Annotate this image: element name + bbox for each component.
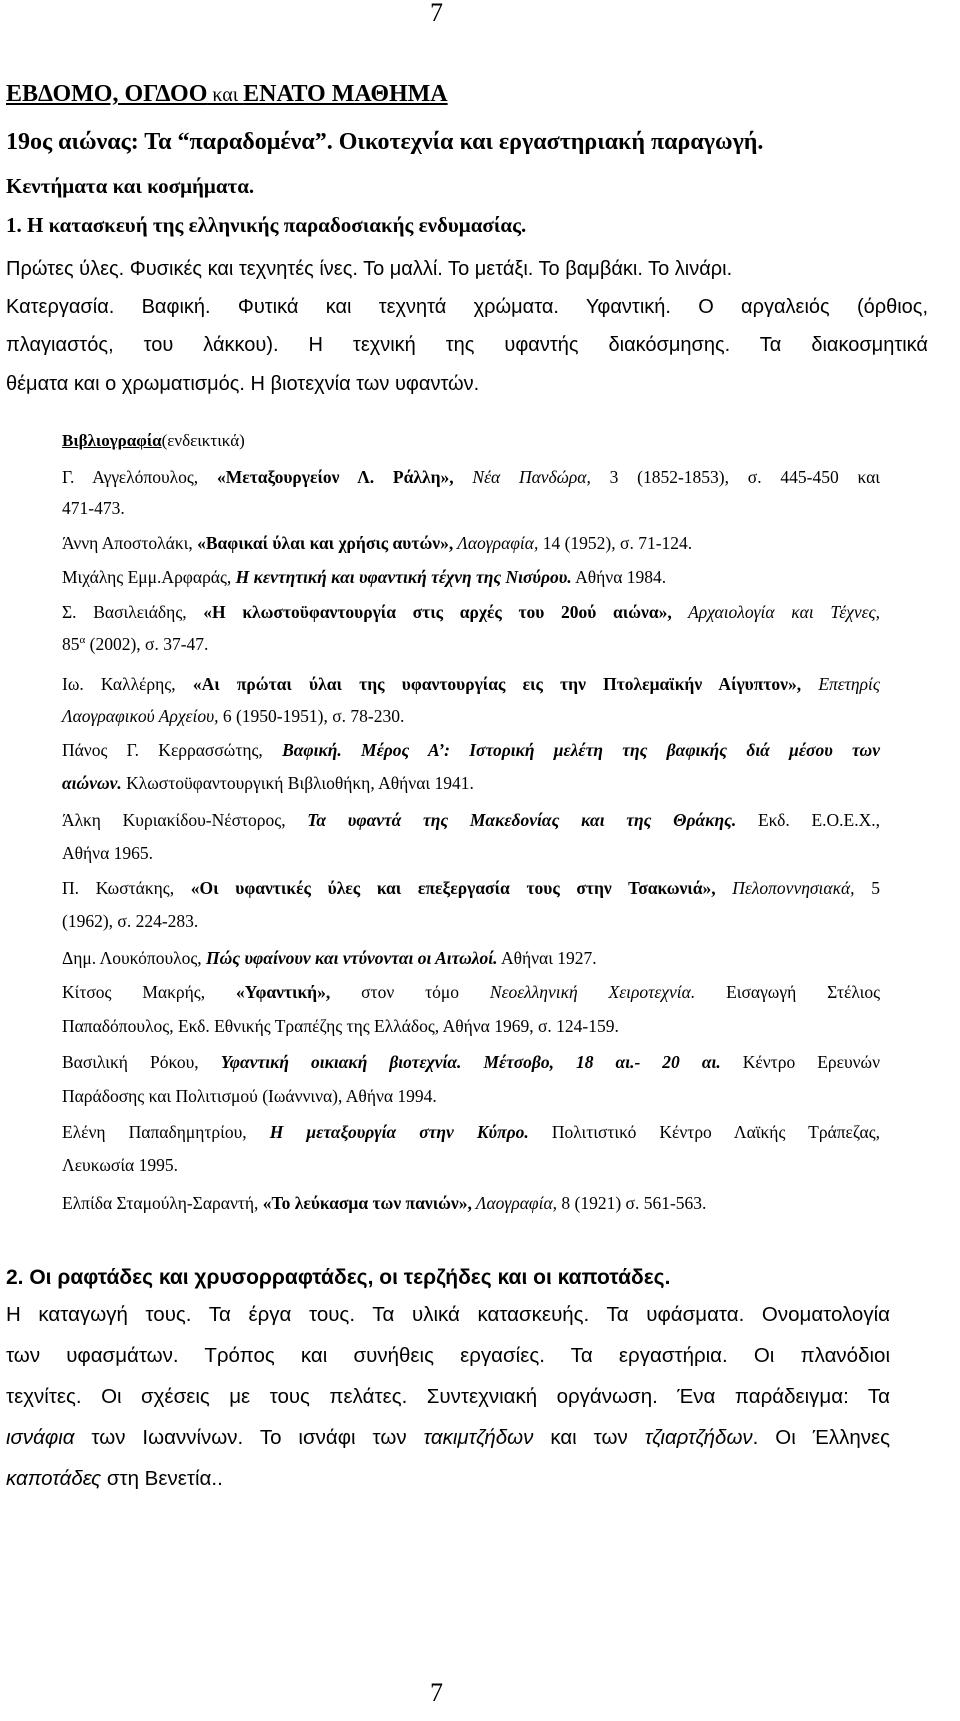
bib-entry-cont: Αθήνα 1965. [62,843,154,863]
bib-entry: Γ. Αγγελόπουλος, «Μεταξουργείον Λ. Ράλλη», Νέα Πανδώρα, 3 (1852-1853), σ. 445-450 και [62,467,881,487]
intro-line: Πρώτες ύλες. Φυσικές και τεχνητές ίνες. Το μαλλί. Το μετάξι. Το βαμβάκι. Το λινάρι. [6,258,733,280]
section-2-line: Η καταγωγή τους. Τα έργα τους. Τα υλικά κατασκευής. Τα υφάσματα. Ονοματολογία [6,1303,890,1326]
bib-entry: Μιχάλης Εμμ.Αρφαράς, Η κεντητική και υφαντική τέχνη της Νισύρου. Αθήνα 1984. [62,567,667,587]
bib-entry: Ιω. Καλλέρης, «Αι πρώται ύλαι της υφαντουργίας εις την Πτολεμαϊκήν Αίγυπτον», Επετηρίς [62,674,880,694]
section-2-line: των υφασμάτων. Τρόπος και συνήθεις εργασίες. Τα εργαστήρια. Οι πλανόδιοι [6,1344,890,1367]
century-heading: 19ος αιώνας: Τα “παραδομένα”. Οικοτεχνία και εργαστηριακή παραγωγή. [6,129,764,155]
section-2-heading: 2. Οι ραφτάδες και χρυσορραφτάδες, οι τερζήδες και οι καποτάδες. [6,1266,671,1289]
bib-entry-cont: αιώνων. Κλωστοϋφαντουργική Βιβλιοθήκη, Αθήναι 1941. [62,773,474,793]
bib-entry: Άλκη Κυριακίδου-Νέστορος, Τα υφαντά της Μακεδονίας και της Θράκης. Εκδ. Ε.Ο.Ε.Χ., [62,810,880,830]
bib-entry: Ελένη Παπαδημητρίου, Η μεταξουργία στην Κύπρο. Πολιτιστικό Κέντρο Λαϊκής Τράπεζας, [62,1122,880,1142]
bib-entry-cont: Παράδοσης και Πολιτισμού (Ιωάννινα), Αθήνα 1994. [62,1086,437,1106]
bib-entry-cont: Λευκωσία 1995. [62,1155,178,1175]
intro-line: θέματα και ο χρωματισμός. Η βιοτεχνία των υφαντών. [6,373,480,395]
section-2-line: ισνάφια των Ιωαννίνων. Το ισνάφι των τακιμτζήδων και των τζιαρτζήδων. Οι Έλληνες [6,1426,890,1449]
embroidery-heading: Κεντήματα και κοσμήματα. [6,174,255,198]
bib-entry-cont: (1962), σ. 224-283. [62,911,199,931]
bib-entry: Βασιλική Ρόκου, Υφαντική οικιακή βιοτεχνία. Μέτσοβο, 18 αι.- 20 αι. Κέντρο Ερευνών [62,1052,880,1072]
bib-entry: Δημ. Λουκόπουλος, Πώς υφαίνουν και ντύνονται οι Αιτωλοί. Αθήναι 1927. [62,948,597,968]
bib-entry: Σ. Βασιλειάδης, «Η κλωστοϋφαντουργία στις αρχές του 20ού αιώνα», Αρχαιολογία και Τέχνες, [62,602,880,622]
bib-entry: Κίτσος Μακρής, «Υφαντική», στον τόμο Νεοελληνική Χειροτεχνία. Εισαγωγή Στέλιος [62,982,880,1002]
lesson-heading: ΕΒΔΟΜΟ, ΟΓΔΟΟ και ΕΝΑΤΟ ΜΑΘΗΜΑ [6,81,448,107]
intro-line: πλαγιαστός, του λάκκου). Η τεχνική της υφαντής διακόσμησης. Τα διακοσμητικά [6,334,928,356]
page-number-bottom: 7 [430,1678,443,1707]
page-number-top: 7 [430,0,443,27]
bib-entry: Π. Κωστάκης, «Οι υφαντικές ύλες και επεξεργασία τους στην Τσακωνιά», Πελοποννησιακά, 5 [62,878,880,898]
intro-line: Κατεργασία. Βαφική. Φυτικά και τεχνητά χρώματα. Υφαντική. Ο αργαλειός (όρθιος, [6,296,928,318]
bib-entry-cont: $85^\alpha$ (2002), σ. 37-47. [62,634,209,654]
bib-entry-cont: Παπαδόπουλος, Εκδ. Εθνικής Τραπέζης της Ελλάδος, Αθήνα 1969, σ. 124-159. [62,1016,619,1036]
bib-entry-cont: Λαογραφικού Αρχείου, 6 (1950-1951), σ. 78-230. [62,706,405,726]
bib-entry: Ελπίδα Σταμούλη-Σαραντή, «Το λεύκασμα των πανιών», Λαογραφία, 8 (1921) σ. 561-563. [62,1193,707,1213]
section-2-line: καποτάδες στη Βενετία.. [6,1467,223,1490]
bib-entry-cont: 471-473. [62,498,125,518]
bib-entry: Πάνος Γ. Κερρασσώτης, Βαφική. Μέρος Α’: Ιστορική μελέτη της βαφικής διά μέσου των [62,740,880,760]
section-2-line: τεχνίτες. Οι σχέσεις με τους πελάτες. Συντεχνιακή οργάνωση. Ένα παράδειγμα: Τα [6,1385,890,1408]
bib-entry: Άννη Αποστολάκι, «Βαφικαί ύλαι και χρήσις αυτών», Λαογραφία, 14 (1952), σ. 71-124. [62,533,693,553]
bibliography-heading: Βιβλιογραφία(ενδεικτικά) [62,431,245,450]
section-1-heading: 1. Η κατασκευή της ελληνικής παραδοσιακής ενδυμασίας. [6,213,527,237]
